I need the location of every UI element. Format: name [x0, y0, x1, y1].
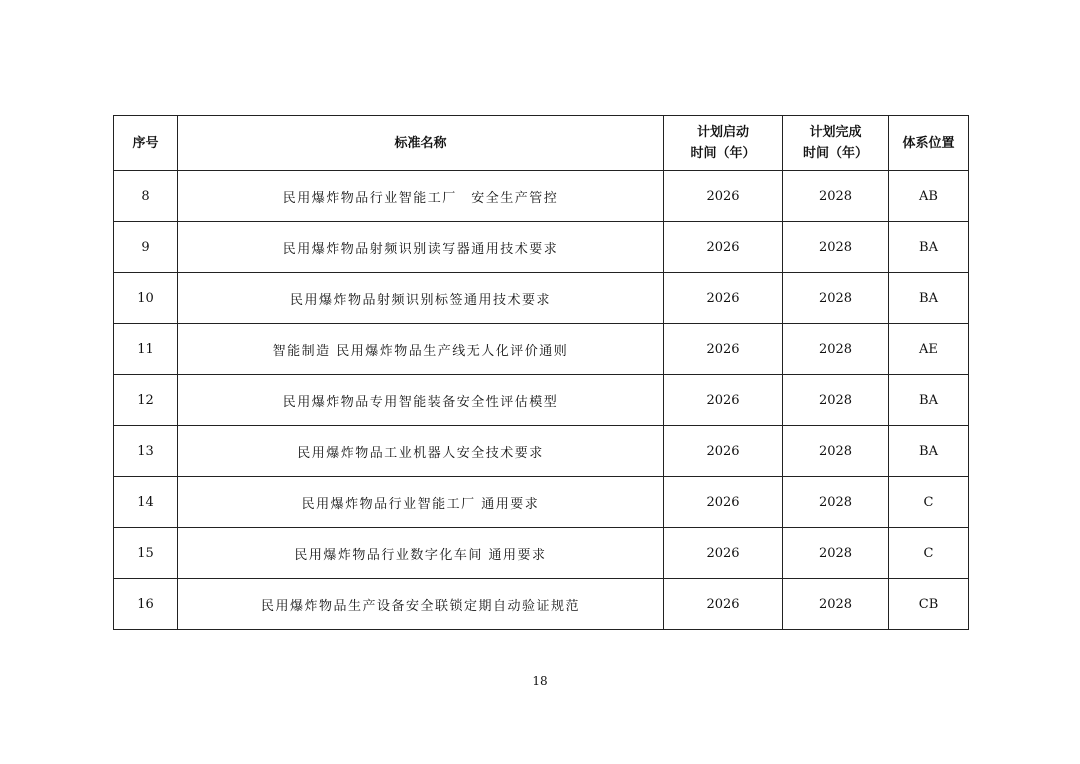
- table-header: [114, 116, 969, 171]
- cell-position: AE: [889, 324, 969, 375]
- table-row: [114, 324, 969, 375]
- cell-no: 11: [114, 324, 178, 375]
- cell-start: 2026: [664, 579, 783, 630]
- table-row: [114, 426, 969, 477]
- cell-name: 民用爆炸物品行业智能工厂 安全生产管控: [178, 171, 664, 222]
- cell-name: 民用爆炸物品生产设备安全联锁定期自动验证规范: [178, 579, 664, 630]
- header-end: [783, 116, 889, 171]
- cell-no: 15: [114, 528, 178, 579]
- table-row: [114, 273, 969, 324]
- cell-no: 8: [114, 171, 178, 222]
- cell-no: 16: [114, 579, 178, 630]
- cell-no: 14: [114, 477, 178, 528]
- table-row: [114, 171, 969, 222]
- cell-start: 2026: [664, 171, 783, 222]
- cell-position: C: [889, 528, 969, 579]
- cell-no: 13: [114, 426, 178, 477]
- cell-end: 2028: [783, 273, 889, 324]
- cell-position: CB: [889, 579, 969, 630]
- header-name: 标准名称: [178, 116, 664, 171]
- header-position: 体系位置: [889, 116, 969, 171]
- cell-start: 2026: [664, 426, 783, 477]
- cell-name: 民用爆炸物品射频识别读写器通用技术要求: [178, 222, 664, 273]
- header-no: 序号: [114, 116, 178, 171]
- cell-position: C: [889, 477, 969, 528]
- page-number: 18: [532, 674, 548, 688]
- table-row: [114, 375, 969, 426]
- cell-name: 民用爆炸物品专用智能装备安全性评估模型: [178, 375, 664, 426]
- cell-end: 2028: [783, 579, 889, 630]
- cell-end: 2028: [783, 426, 889, 477]
- cell-position: BA: [889, 273, 969, 324]
- cell-end: 2028: [783, 171, 889, 222]
- cell-end: 2028: [783, 528, 889, 579]
- cell-position: BA: [889, 375, 969, 426]
- cell-start: 2026: [664, 273, 783, 324]
- header-end-line2: 时间（年）: [802, 146, 868, 161]
- cell-end: 2028: [783, 324, 889, 375]
- header-end-line1: 计划完成: [809, 125, 862, 140]
- cell-name: 民用爆炸物品行业智能工厂 通用要求: [178, 477, 664, 528]
- cell-position: BA: [889, 426, 969, 477]
- table-row: [114, 528, 969, 579]
- cell-start: 2026: [664, 324, 783, 375]
- cell-position: BA: [889, 222, 969, 273]
- cell-name: 民用爆炸物品射频识别标签通用技术要求: [178, 273, 664, 324]
- cell-name: 民用爆炸物品工业机器人安全技术要求: [178, 426, 664, 477]
- cell-no: 10: [114, 273, 178, 324]
- table-row: [114, 222, 969, 273]
- cell-name: 智能制造 民用爆炸物品生产线无人化评价通则: [178, 324, 664, 375]
- cell-start: 2026: [664, 375, 783, 426]
- header-row: [114, 116, 969, 171]
- cell-start: 2026: [664, 222, 783, 273]
- cell-no: 9: [114, 222, 178, 273]
- cell-name: 民用爆炸物品行业数字化车间 通用要求: [178, 528, 664, 579]
- cell-end: 2028: [783, 477, 889, 528]
- header-start: [664, 116, 783, 171]
- header-start-line1: 计划启动: [696, 125, 749, 140]
- cell-position: AB: [889, 171, 969, 222]
- table-body: [114, 171, 969, 630]
- cell-no: 12: [114, 375, 178, 426]
- table-row: [114, 477, 969, 528]
- table-row: [114, 579, 969, 630]
- cell-start: 2026: [664, 477, 783, 528]
- standards-table: [113, 115, 969, 630]
- cell-end: 2028: [783, 375, 889, 426]
- header-start-line2: 时间（年）: [690, 146, 756, 161]
- cell-start: 2026: [664, 528, 783, 579]
- cell-end: 2028: [783, 222, 889, 273]
